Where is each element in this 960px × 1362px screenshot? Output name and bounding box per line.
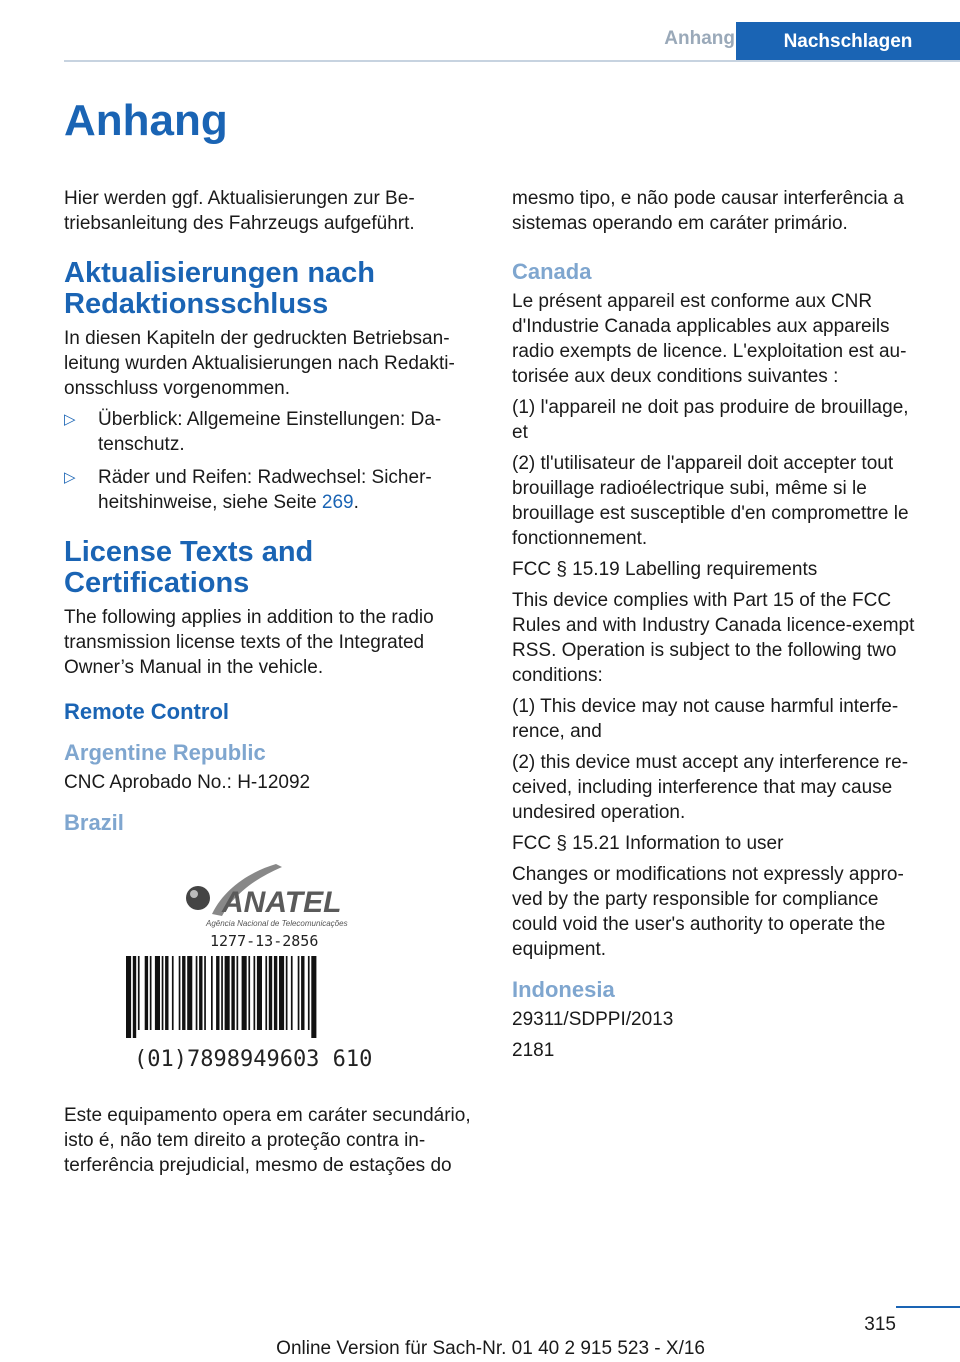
- brazil-text: Este equipamento opera em caráter secundário, isto é, não tem direito a proteção contra interferência prejudicial, mesmo de estações do: [64, 1105, 471, 1176]
- bullet-triangle-icon: ▷: [64, 411, 76, 428]
- argentina-text: CNC Aprobado No.: H-12092: [64, 772, 311, 793]
- license-text: The following applies in addition to the radio transmission license texts of the Integrated Owner’s Manual in the vehicle.: [64, 607, 434, 678]
- header-chapter-tab: Nachschlagen: [736, 22, 960, 62]
- header-rule: [64, 60, 960, 62]
- page-title: Anhang: [64, 96, 228, 145]
- fcc-1521-text: Changes or modifications not expressly approved by the party responsible for compliance could void the user's authority to operate the equipment.: [512, 864, 904, 960]
- barcode-number-text: (01)7898949603 610: [134, 1047, 373, 1072]
- left-column: [64, 186, 479, 1184]
- bullet-triangle-icon: ▷: [64, 469, 76, 486]
- page-number: 315: [864, 1314, 896, 1335]
- fcc-1519-text: This device complies with Part 15 of the FCC Rules and with Industry Canada licence-exempt RSS. Operation is subject to the following two conditions:: [512, 590, 915, 686]
- updates-heading: Aktualisierungen nach Redaktionsschluss: [64, 257, 376, 320]
- fcc-condition-2: (2) this device must accept any interference received, including interference that may cause undesired operation.: [512, 752, 909, 823]
- canada-paragraph: Le présent appareil est conforme aux CNR d'Industrie Canada applicables aux appareils radio exempts de licence. L'exploitation est autorisée aux deux conditions suivantes :: [512, 291, 907, 387]
- updates-list: [64, 407, 479, 515]
- remote-control-heading: Remote Control: [64, 699, 229, 724]
- header-section-label: Anhang: [664, 28, 735, 49]
- fcc-condition-1: (1) This device may not cause harmful interference, and: [512, 696, 899, 742]
- fcc-1521-title: FCC § 15.21 Information to user: [512, 833, 784, 854]
- anatel-code-text: 1277-13-2856: [210, 932, 319, 950]
- right-column: [512, 186, 927, 1069]
- brazil-text-continued: mesmo tipo, e não pode causar interferência a sistemas operando em caráter primário.: [512, 188, 904, 234]
- list-item: ▷ Räder und Reifen: Radwechsel: Sicherheitshinweise, siehe Seite 269.: [64, 467, 432, 513]
- updates-text: In diesen Kapiteln der gedruckten Betriebsanleitung wurden Aktualisierungen nach Redaktionsschluss vorgenommen.: [64, 328, 455, 399]
- canada-condition-1: (1) l'appareil ne doit pas produire de brouillage, et: [512, 397, 909, 443]
- anatel-agency-text: Agência Nacional de Telecomunicações: [206, 919, 348, 928]
- list-item: ▷ Überblick: Allgemeine Einstellungen: Datenschutz.: [64, 409, 442, 455]
- page-header: [0, 0, 960, 62]
- brazil-heading: Brazil: [64, 810, 124, 835]
- anatel-certification-label: [64, 864, 479, 1074]
- argentina-heading: Argentine Republic: [64, 740, 266, 765]
- intro-text: Hier werden ggf. Aktualisierungen zur Betriebsanleitung des Fahrzeugs aufgeführt.: [64, 188, 415, 234]
- page-reference-link[interactable]: 269: [321, 492, 354, 513]
- fcc-1519-title: FCC § 15.19 Labelling requirements: [512, 559, 818, 580]
- barcode: [126, 956, 316, 1038]
- license-heading: License Texts and Certifications: [64, 536, 314, 599]
- footer-rule: [896, 1306, 960, 1308]
- indonesia-line-2: 2181: [512, 1040, 555, 1061]
- indonesia-heading: Indonesia: [512, 977, 615, 1002]
- indonesia-line-1: 29311/SDPPI/2013: [512, 1009, 674, 1030]
- anatel-brand-text: ANATEL: [222, 886, 342, 919]
- online-version-text: Online Version für Sach-Nr. 01 40 2 915 523 - X/16: [276, 1338, 705, 1359]
- canada-heading: Canada: [512, 259, 592, 284]
- canada-condition-2: (2) tl'utilisateur de l'appareil doit accepter tout brouillage radioélectrique subi, même si le brouillage est susceptible d'en compromettre le fonctionnement.: [512, 453, 909, 549]
- page-footer: [0, 1300, 960, 1362]
